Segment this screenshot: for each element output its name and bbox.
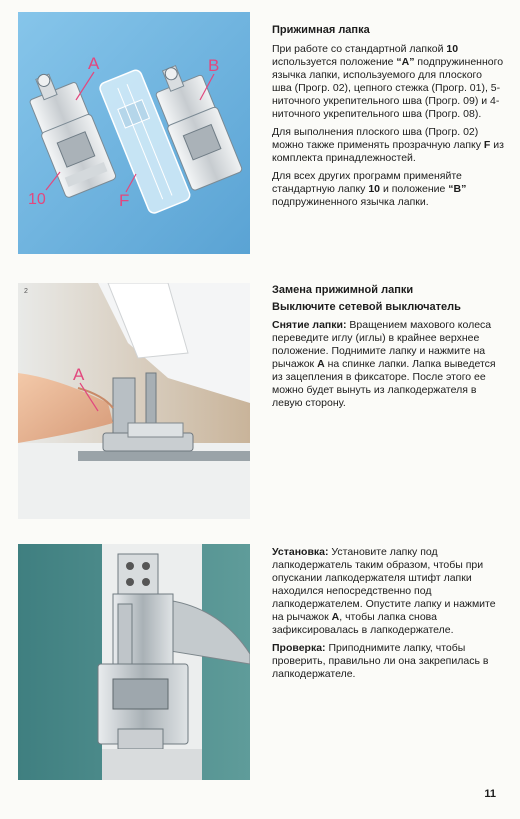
install-foot-photo: [18, 544, 250, 780]
paragraph: При работе со стандартной лапкой 10 используется положение “A” подпружиненного язычка лапки, используемого для плоского шва (Прогр. 02), цепного стежка (Прогр. 01), 5-ниточного укрепительного шва (Прогр. 09) и 4-ниточного укрепительного шва (Прогр. 08).: [272, 43, 504, 120]
paragraph: Для выполнения плоского шва (Прогр. 02) можно также применять прозрачную лапку F из комплекта принадлежностей.: [272, 126, 504, 164]
label-b: B: [208, 56, 220, 75]
label-10: 10: [28, 191, 46, 208]
paragraph: Установка: Установите лапку под лапкодержатель таким образом, чтобы при опускании лапкодержателя штифт лапки находился непосредственно под лапкодержателем. Опустите лапку и нажмите на рычажок A, чтобы лапка снова зафиксировалась в лапкодержателе.: [272, 546, 496, 636]
paragraph: Для всех других программ применяйте стандартную лапку 10 и положение “B” подпружиненного язычка лапки.: [272, 170, 467, 208]
label-a-lever: A: [73, 365, 85, 384]
section-change-foot: [272, 284, 504, 415]
section-install-check: [272, 546, 504, 686]
page-number: 11: [484, 788, 496, 800]
section-heading: Прижимная лапка: [272, 24, 370, 36]
label-a: A: [88, 54, 100, 73]
label-f: F: [119, 191, 130, 210]
section-presser-foot: [272, 24, 504, 214]
corner-number: 2: [24, 288, 28, 295]
section-heading: Замена прижимной лапки: [272, 284, 414, 296]
paragraph: Снятие лапки: Вращением махового колеса переведите иглу (иглы) в крайнее верхнее положение. Поднимите лапку и нажмите на рычажок A на спинке лапки. Лапка выведется из зацепления в фиксаторе. После этого ее можно будет вынуть из лапкодержателя в левую сторону.: [272, 319, 496, 409]
paragraph: Проверка: Приподнимите лапку, чтобы проверить, правильно ли она закрепилась в лапкодержателе.: [272, 642, 489, 680]
remove-foot-photo: [18, 283, 250, 519]
presser-feet-photo: [18, 12, 250, 254]
section-subheading: Выключите сетевой выключатель: [272, 301, 461, 313]
